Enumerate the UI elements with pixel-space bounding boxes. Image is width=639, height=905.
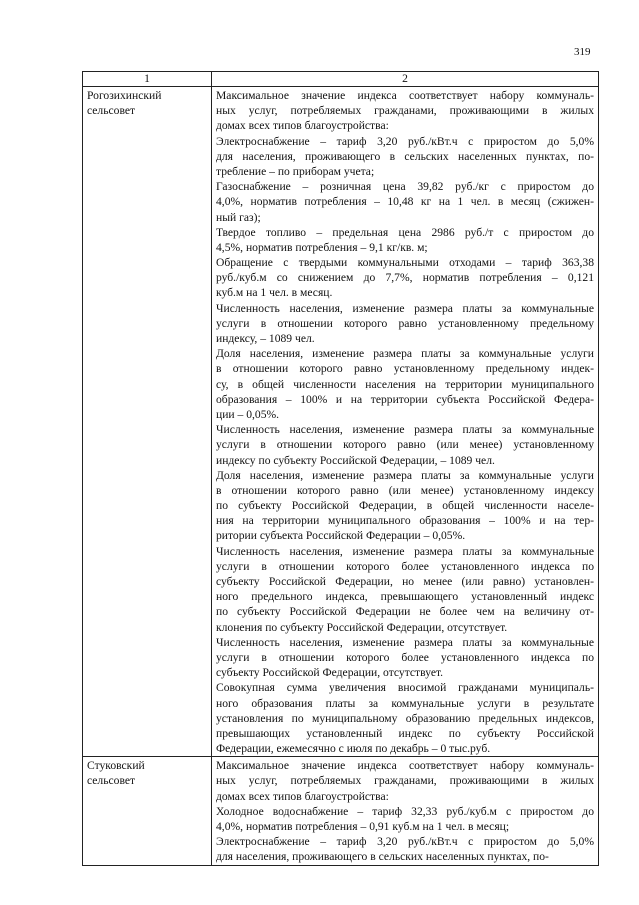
description-paragraph — [216, 758, 594, 804]
text-line: су, в общей численности населения на территории муниципального — [216, 377, 594, 391]
text-line: ния на территории муниципального образования – 100% и на тер- — [216, 514, 594, 528]
text-line: услуги в отношении которого более установленного индекса по — [216, 559, 594, 573]
text-line: куб.м на 1 чел. в месяц. — [216, 286, 333, 300]
text-line: по субъекту Российской Федерации не более чем на величину от- — [216, 605, 594, 619]
description-paragraph — [216, 804, 594, 834]
municipality-name-line: Рогозихинский — [87, 89, 162, 102]
text-line: домах всех типов благоустройства: — [216, 119, 389, 133]
text-line: 4,0%, норматив потребления – 10,48 кг на 1 чел. в месяц (сжижен- — [216, 195, 594, 209]
text-line: субъекту Российской Федерации, отсутствует. — [216, 666, 444, 680]
municipality-name-line: Стуковский — [87, 759, 145, 773]
text-line: Электроснабжение – тариф 3,20 руб./кВт.ч с приростом до 5,0% — [216, 835, 594, 849]
description-paragraph — [216, 255, 594, 301]
text-line: субъекту Российской Федерации, но менее (или равно) установлен- — [216, 575, 594, 588]
municipal-index-table — [82, 71, 599, 866]
column-1-header: 1 — [83, 72, 212, 87]
text-line: Доля населения, изменение размера платы за коммунальные услуги — [216, 347, 594, 361]
text-line: ритории субъекта Российской Федерации – 0,05%. — [216, 529, 466, 543]
description-paragraph — [216, 680, 594, 756]
text-line: Совокупная сумма увеличения вносимой гражданами муниципаль- — [216, 681, 594, 695]
text-line: ции – 0,05%. — [216, 407, 280, 421]
text-line: для населения, проживающего в сельских населенных пунктах, по- — [216, 149, 594, 163]
text-line: руб./куб.м со снижением до 7,7%, норматив потребления – 0,121 — [216, 271, 594, 285]
text-line: Максимальное значение индекса соответствует набору коммуналь- — [216, 759, 594, 773]
municipality-name-line: сельсовет — [87, 104, 136, 118]
municipality-name-line: сельсовет — [87, 774, 136, 788]
text-line: Численность населения, изменение размера платы за коммунальные — [216, 544, 594, 558]
text-line: Холодное водоснабжение – тариф 32,33 руб./куб.м с приростом до — [216, 804, 594, 818]
table-row — [83, 757, 599, 865]
description-paragraph — [216, 346, 594, 422]
description-paragraph — [216, 468, 594, 544]
column-2-header: 2 — [212, 72, 599, 87]
municipality-name-cell — [83, 87, 212, 757]
text-line: образования – 100% и на территории субъекта Российской Федера- — [216, 392, 594, 406]
text-line: Максимальное значение индекса соответствует набору коммуналь- — [216, 89, 594, 102]
text-line: домах всех типов благоустройства: — [216, 789, 389, 803]
description-paragraph — [216, 88, 594, 134]
text-line: установления по муниципальному образованию предельных индексов, — [216, 711, 594, 725]
text-line: ных услуг, потребляемых гражданами, проживающими в жилых — [216, 774, 594, 788]
text-line: Доля населения, изменение размера платы за коммунальные услуги — [216, 468, 594, 482]
description-paragraph — [216, 134, 594, 180]
description-paragraph — [216, 301, 594, 347]
text-line: услуги в отношении которого равно (или менее) установленному — [216, 438, 594, 452]
text-line: Численность населения, изменение размера платы за коммунальные — [216, 301, 594, 315]
description-paragraph — [216, 422, 594, 468]
text-line: Твердое топливо – предельная цена 2986 руб./т с приростом до — [216, 225, 594, 239]
text-line: требление – по приборам учета; — [216, 164, 375, 178]
text-line: Численность населения, изменение размера платы за коммунальные — [216, 635, 594, 649]
text-line: ного образования платы за коммунальные услуги в результате — [216, 696, 594, 710]
text-line: клонения по субъекту Российской Федерации, отсутствует. — [216, 620, 508, 634]
description-paragraph — [216, 834, 594, 864]
description-cell — [212, 757, 599, 865]
description-cell — [212, 87, 599, 757]
description-paragraph — [216, 179, 594, 225]
municipality-name-cell — [83, 757, 212, 865]
text-line: ных услуг, потребляемых гражданами, проживающими в жилых — [216, 104, 594, 118]
text-line: индексу, – 1089 чел. — [216, 332, 315, 345]
page-number: 319 — [574, 46, 591, 58]
text-line: 4,5%, норматив потребления – 9,1 кг/кв. м; — [216, 240, 428, 254]
table-header-row — [83, 72, 599, 87]
text-line: в отношении которого равно установленному предельному индек- — [216, 362, 594, 376]
text-line: для населения, проживающего в сельских населенных пунктах, по- — [216, 850, 549, 864]
text-line: ный газ); — [216, 210, 261, 224]
text-line: ного предельного индекса, превышающего установленный индекс — [216, 590, 594, 604]
text-line: превышающих установленный индекс по субъекту Российской — [216, 726, 594, 740]
table-row — [83, 87, 599, 757]
text-line: 4,0%, норматив потребления – 0,91 куб.м на 1 чел. в месяц; — [216, 820, 510, 833]
text-line: в отношении которого равно (или менее) установленному индексу — [216, 483, 594, 497]
text-line: Федерации, ежемесячно с июля по декабрь – 0 тыс.руб. — [216, 742, 491, 756]
text-line: Обращение с твердыми коммунальными отходами – тариф 363,38 — [216, 256, 594, 270]
text-line: Численность населения, изменение размера платы за коммунальные — [216, 423, 594, 437]
text-line: Газоснабжение – розничная цена 39,82 руб./кг с приростом до — [216, 180, 594, 194]
text-line: услуги в отношении которого более установленного индекса по — [216, 650, 594, 664]
text-line: услуги в отношении которого равно установленному предельному — [216, 316, 594, 330]
text-line: индексу по субъекту Российской Федерации, – 1089 чел. — [216, 453, 495, 467]
text-line: по субъекту Российской Федерации, в общей численности населе- — [216, 499, 594, 513]
text-line: Электроснабжение – тариф 3,20 руб./кВт.ч с приростом до 5,0% — [216, 134, 594, 148]
description-paragraph — [216, 544, 594, 635]
description-paragraph — [216, 635, 594, 681]
description-paragraph — [216, 225, 594, 255]
